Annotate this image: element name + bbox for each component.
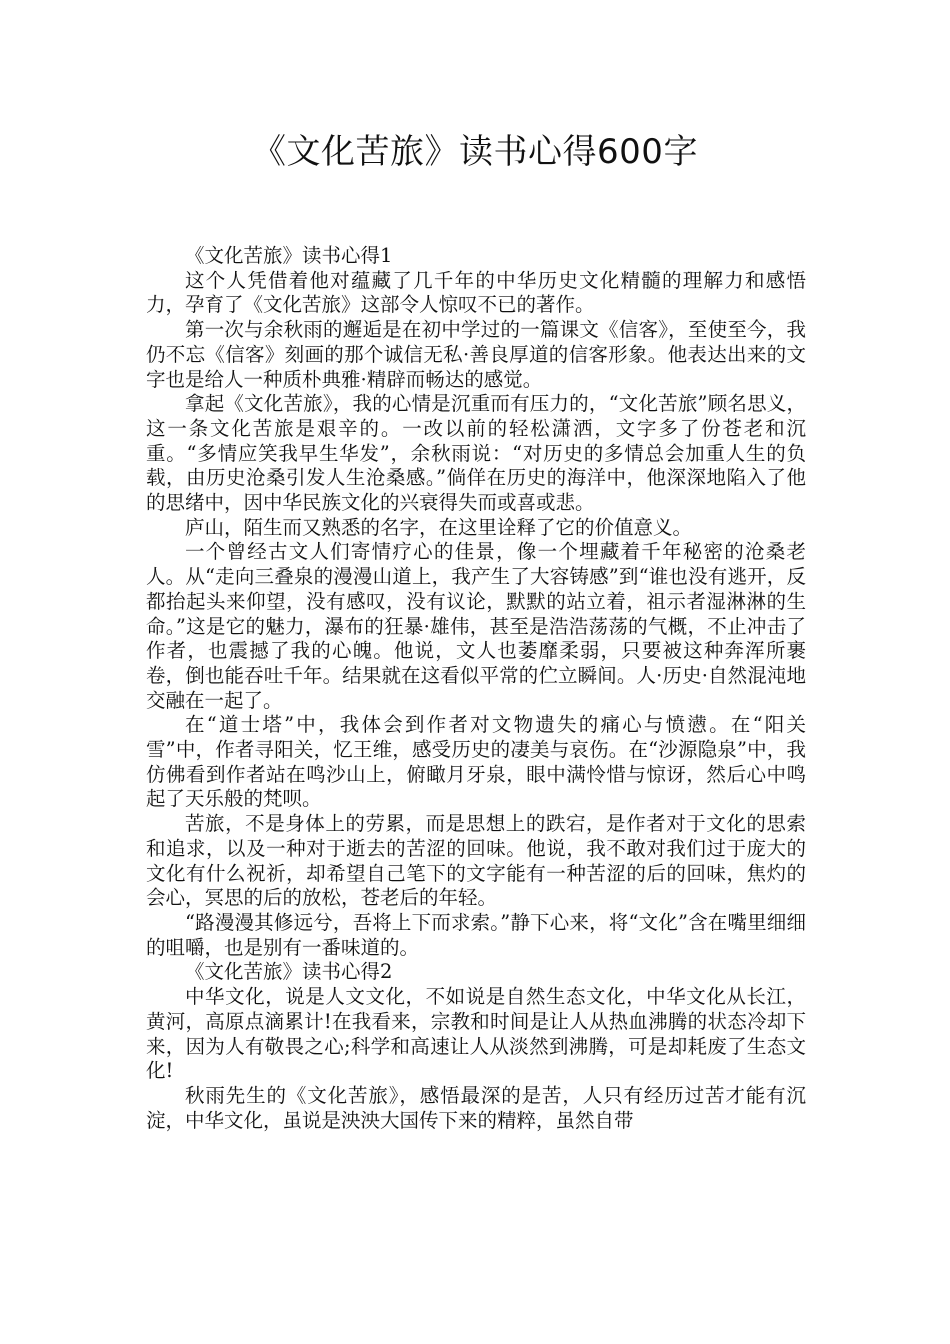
- paragraph: “路漫漫其修远兮，吾将上下而求索。”静下心来，将“文化”含在嘴里细细的咀嚼，也是别有一番味道的。: [146, 910, 806, 959]
- document-title: 《文化苦旅》读书心得600字: [252, 132, 698, 172]
- document-body: [146, 244, 806, 1133]
- paragraph: 秋雨先生的《文化苦旅》，感悟最深的是苦，人只有经历过苦才能有沉淀，中华文化，虽说是泱泱大国传下来的精粹，虽然自带: [146, 1083, 806, 1132]
- paragraph: 第一次与余秋雨的邂逅是在初中学过的一篇课文《信客》，至使至今，我仍不忘《信客》刻画的那个诚信无私·善良厚道的信客形象。他表达出来的文字也是给人一种质朴典雅·精辟而畅达的感觉。: [146, 318, 806, 391]
- paragraph: 在“道士塔”中，我体会到作者对文物遗失的痛心与愤懑。在“阳关雪”中，作者寻阳关，忆王维，感受历史的凄美与哀伤。在“沙源隐泉”中，我仿佛看到作者站在鸣沙山上，俯瞰月牙泉，眼中满怜惜与惊讶，然后心中鸣起了天乐般的梵呗。: [146, 713, 806, 811]
- paragraph: 拿起《文化苦旅》，我的心情是沉重而有压力的，“文化苦旅”顾名思义，这一条文化苦旅是艰辛的。一改以前的轻松潇洒，文字多了份苍老和沉重。“多情应笑我早生华发”，余秋雨说：“对历史的多情总会加重人生的负载，由历史沧桑引发人生沧桑感。”倘佯在历史的海洋中，他深深地陷入了他的思绪中，因中华民族文化的兴衰得失而或喜或悲。: [146, 392, 806, 515]
- paragraph: 苦旅，不是身体上的劳累，而是思想上的跌宕，是作者对于文化的思索和追求，以及一种对于逝去的苦涩的回味。他说，我不敢对我们过于庞大的文化有什么祝祈，却希望自己笔下的文字能有一种苦涩的后的回味，焦灼的会心，冥思的后的放松，苍老后的年轻。: [146, 812, 806, 910]
- paragraph: 庐山，陌生而又熟悉的名字，在这里诠释了它的价值意义。: [185, 515, 693, 539]
- section-heading: 《文化苦旅》读书心得2: [185, 960, 393, 984]
- paragraph: 中华文化，说是人文文化，不如说是自然生态文化，中华文化从长江，黄河，高原点滴累计!在我看来，宗教和时间是让人从热血沸腾的状态冷却下来，因为人有敬畏之心;科学和高速让人从淡然到沸腾，可是却耗废了生态文化!: [146, 985, 806, 1083]
- paragraph: 这个人凭借着他对蕴藏了几千年的中华历史文化精髓的理解力和感悟力，孕育了《文化苦旅》这部令人惊叹不已的著作。: [146, 268, 806, 317]
- section-heading: 《文化苦旅》读书心得1: [185, 244, 393, 267]
- paragraph: 一个曾经古文人们寄情疗心的佳景，像一个埋藏着千年秘密的沧桑老人。从“走向三叠泉的漫漫山道上，我产生了大容铸感”到“谁也没有逃开，反都抬起头来仰望，没有感叹，没有议论，默默的站立着，祖示者湿淋淋的生命。”这是它的魅力，瀑布的狂暴·雄伟，甚至是浩浩荡荡的气概，不止冲击了作者，也震撼了我的心魄。他说，文人也萎靡柔弱，只要被这种奔浑所裹卷，倒也能吞吐千年。结果就在这看似平常的伫立瞬间。人·历史·自然混沌地交融在一起了。: [146, 540, 806, 712]
